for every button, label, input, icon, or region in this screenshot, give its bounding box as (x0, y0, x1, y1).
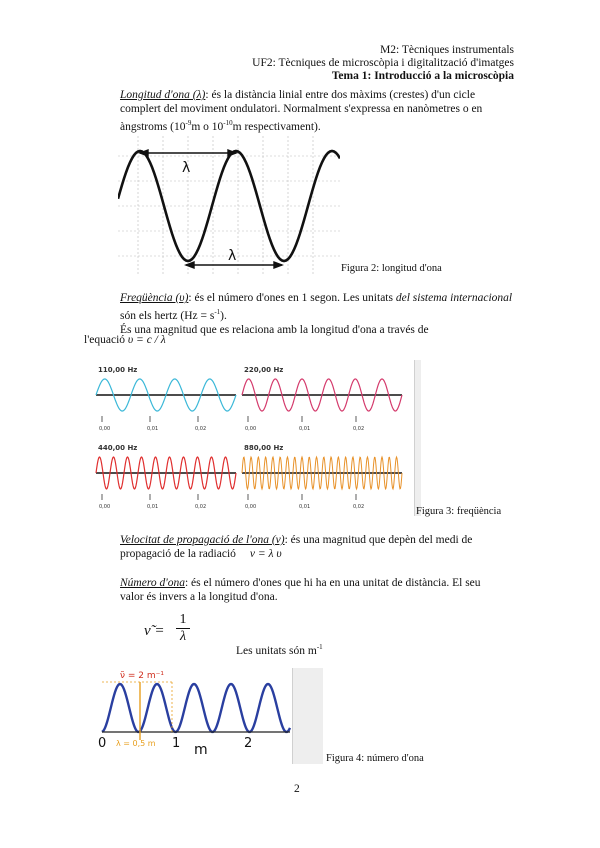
frequency-exponent: -1 (214, 308, 221, 316)
header-unit: UF2: Tècniques de microscòpia i digitalització d'imatges (252, 57, 514, 69)
wavenumber-label: ν̃ = 2 m⁻¹ (120, 671, 165, 681)
panel-label: 220,00 Hz (244, 366, 284, 374)
frequency-paragraph (120, 291, 520, 305)
header-topic: Tema 1: Introducció a la microscòpia (331, 70, 514, 82)
wavenumber-term: Número d'ona (120, 577, 185, 589)
wavelength-text: : és la distància linial entre dos màxims (crestes) d'un cicle (205, 89, 476, 101)
wavenumber-figure (94, 666, 294, 758)
figure4-side-bar (292, 668, 323, 764)
figure3-caption: Figura 3: freqüència (416, 506, 502, 517)
tick-label: 0,00 (99, 504, 111, 510)
formula-denominator: λ (179, 629, 187, 644)
tick-label: 0,02 (195, 426, 207, 432)
frequency-text: És una magnitud que es relaciona amb la longitud d'ona a través de (120, 323, 429, 336)
tick-label: 0,01 (147, 504, 159, 510)
panel-label: 880,00 Hz (244, 444, 284, 452)
frequency-panel-880 (242, 444, 402, 510)
frequency-panel-440 (96, 444, 236, 510)
wavenumber-formula-fraction (176, 612, 190, 645)
velocity-text: propagació de la radiació (120, 548, 236, 560)
header-course: M2: Tècniques instrumentals (380, 44, 514, 56)
tick-label: 0,02 (195, 504, 207, 510)
tick-label: 0,01 (147, 426, 159, 432)
frequency-paragraph-cont (120, 305, 520, 337)
lambda-label-top: λ (182, 160, 191, 176)
figure4-caption: Figura 4: número d'ona (326, 753, 424, 764)
tick-label: 0,02 (353, 504, 365, 510)
tick-label: 0,01 (299, 504, 311, 510)
wavenumber-paragraph (120, 576, 520, 604)
wavenumber-wave (102, 684, 290, 732)
frequency-text: ). (220, 309, 227, 322)
frequency-text: : és el número d'ones en 1 segon. Les unitats (188, 292, 393, 304)
wavelength-text: m o 10 (191, 120, 224, 133)
frequency-text: són els hertz (Hz = s (120, 309, 215, 322)
units-exponent: -1 (316, 643, 323, 651)
frequency-panel-220 (242, 366, 402, 432)
frequency-italic: del sistema internacional (395, 292, 513, 304)
wavenumber-text: : és el número d'ones que hi ha en una unitat de distància. El seu (184, 577, 481, 589)
frequency-panels (92, 360, 414, 516)
wavelength-text: m respectivament). (232, 120, 321, 133)
axis-tick: 1 (172, 736, 181, 751)
velocity-text: : és una magnitud que depèn del medi de (284, 534, 473, 546)
tick-label: 0,00 (245, 504, 257, 510)
lambda-label-bottom: λ (228, 248, 237, 264)
wavelength-exponent: -10 (223, 119, 233, 127)
frequency-term: Freqüència (υ) (120, 292, 189, 304)
wavelength-figure (118, 136, 340, 276)
axis-unit: m (194, 742, 208, 758)
frequency-equation-line (84, 333, 166, 347)
frequency-panel-110 (96, 366, 236, 432)
figure3-side-bar (414, 360, 421, 516)
tick-label: 0,00 (99, 426, 111, 432)
wavenumber-units (236, 640, 323, 658)
axis-tick: 0 (98, 736, 107, 751)
wavelength-text: complert del moviment ondulatori. Normalment s'expressa en nanòmetres o en (120, 103, 483, 115)
wavelength-text: àngstroms (10 (120, 120, 186, 133)
formula-numerator: 1 (176, 612, 190, 629)
tick-label: 0,02 (353, 426, 365, 432)
tick-label: 0,01 (299, 426, 311, 432)
velocity-paragraph (120, 533, 520, 561)
velocity-term: Velocitat de propagació de l'ona (v) (120, 534, 285, 546)
wavenumber-text: valor és invers a la longitud d'ona. (120, 591, 278, 603)
wavelength-exponent: -9 (185, 119, 192, 127)
axis-tick: 2 (244, 736, 253, 751)
units-text: Les unitats són m (236, 644, 317, 657)
frequency-text: l'equació (84, 334, 128, 346)
panel-label: 440,00 Hz (98, 444, 138, 452)
wavelength-label: λ = 0,5 m (116, 739, 156, 748)
tick-label: 0,00 (245, 426, 257, 432)
velocity-equation: v = λ υ (249, 548, 282, 560)
wavelength-term: Longitud d'ona (λ) (120, 89, 206, 101)
figure2-caption: Figura 2: longitud d'ona (341, 263, 442, 274)
wavenumber-formula-left: ν̃ = (144, 623, 165, 639)
page-number: 2 (294, 783, 300, 795)
frequency-equation: υ = c / λ (127, 334, 166, 346)
panel-label: 110,00 Hz (98, 366, 138, 374)
wavelength-paragraph (120, 88, 520, 134)
